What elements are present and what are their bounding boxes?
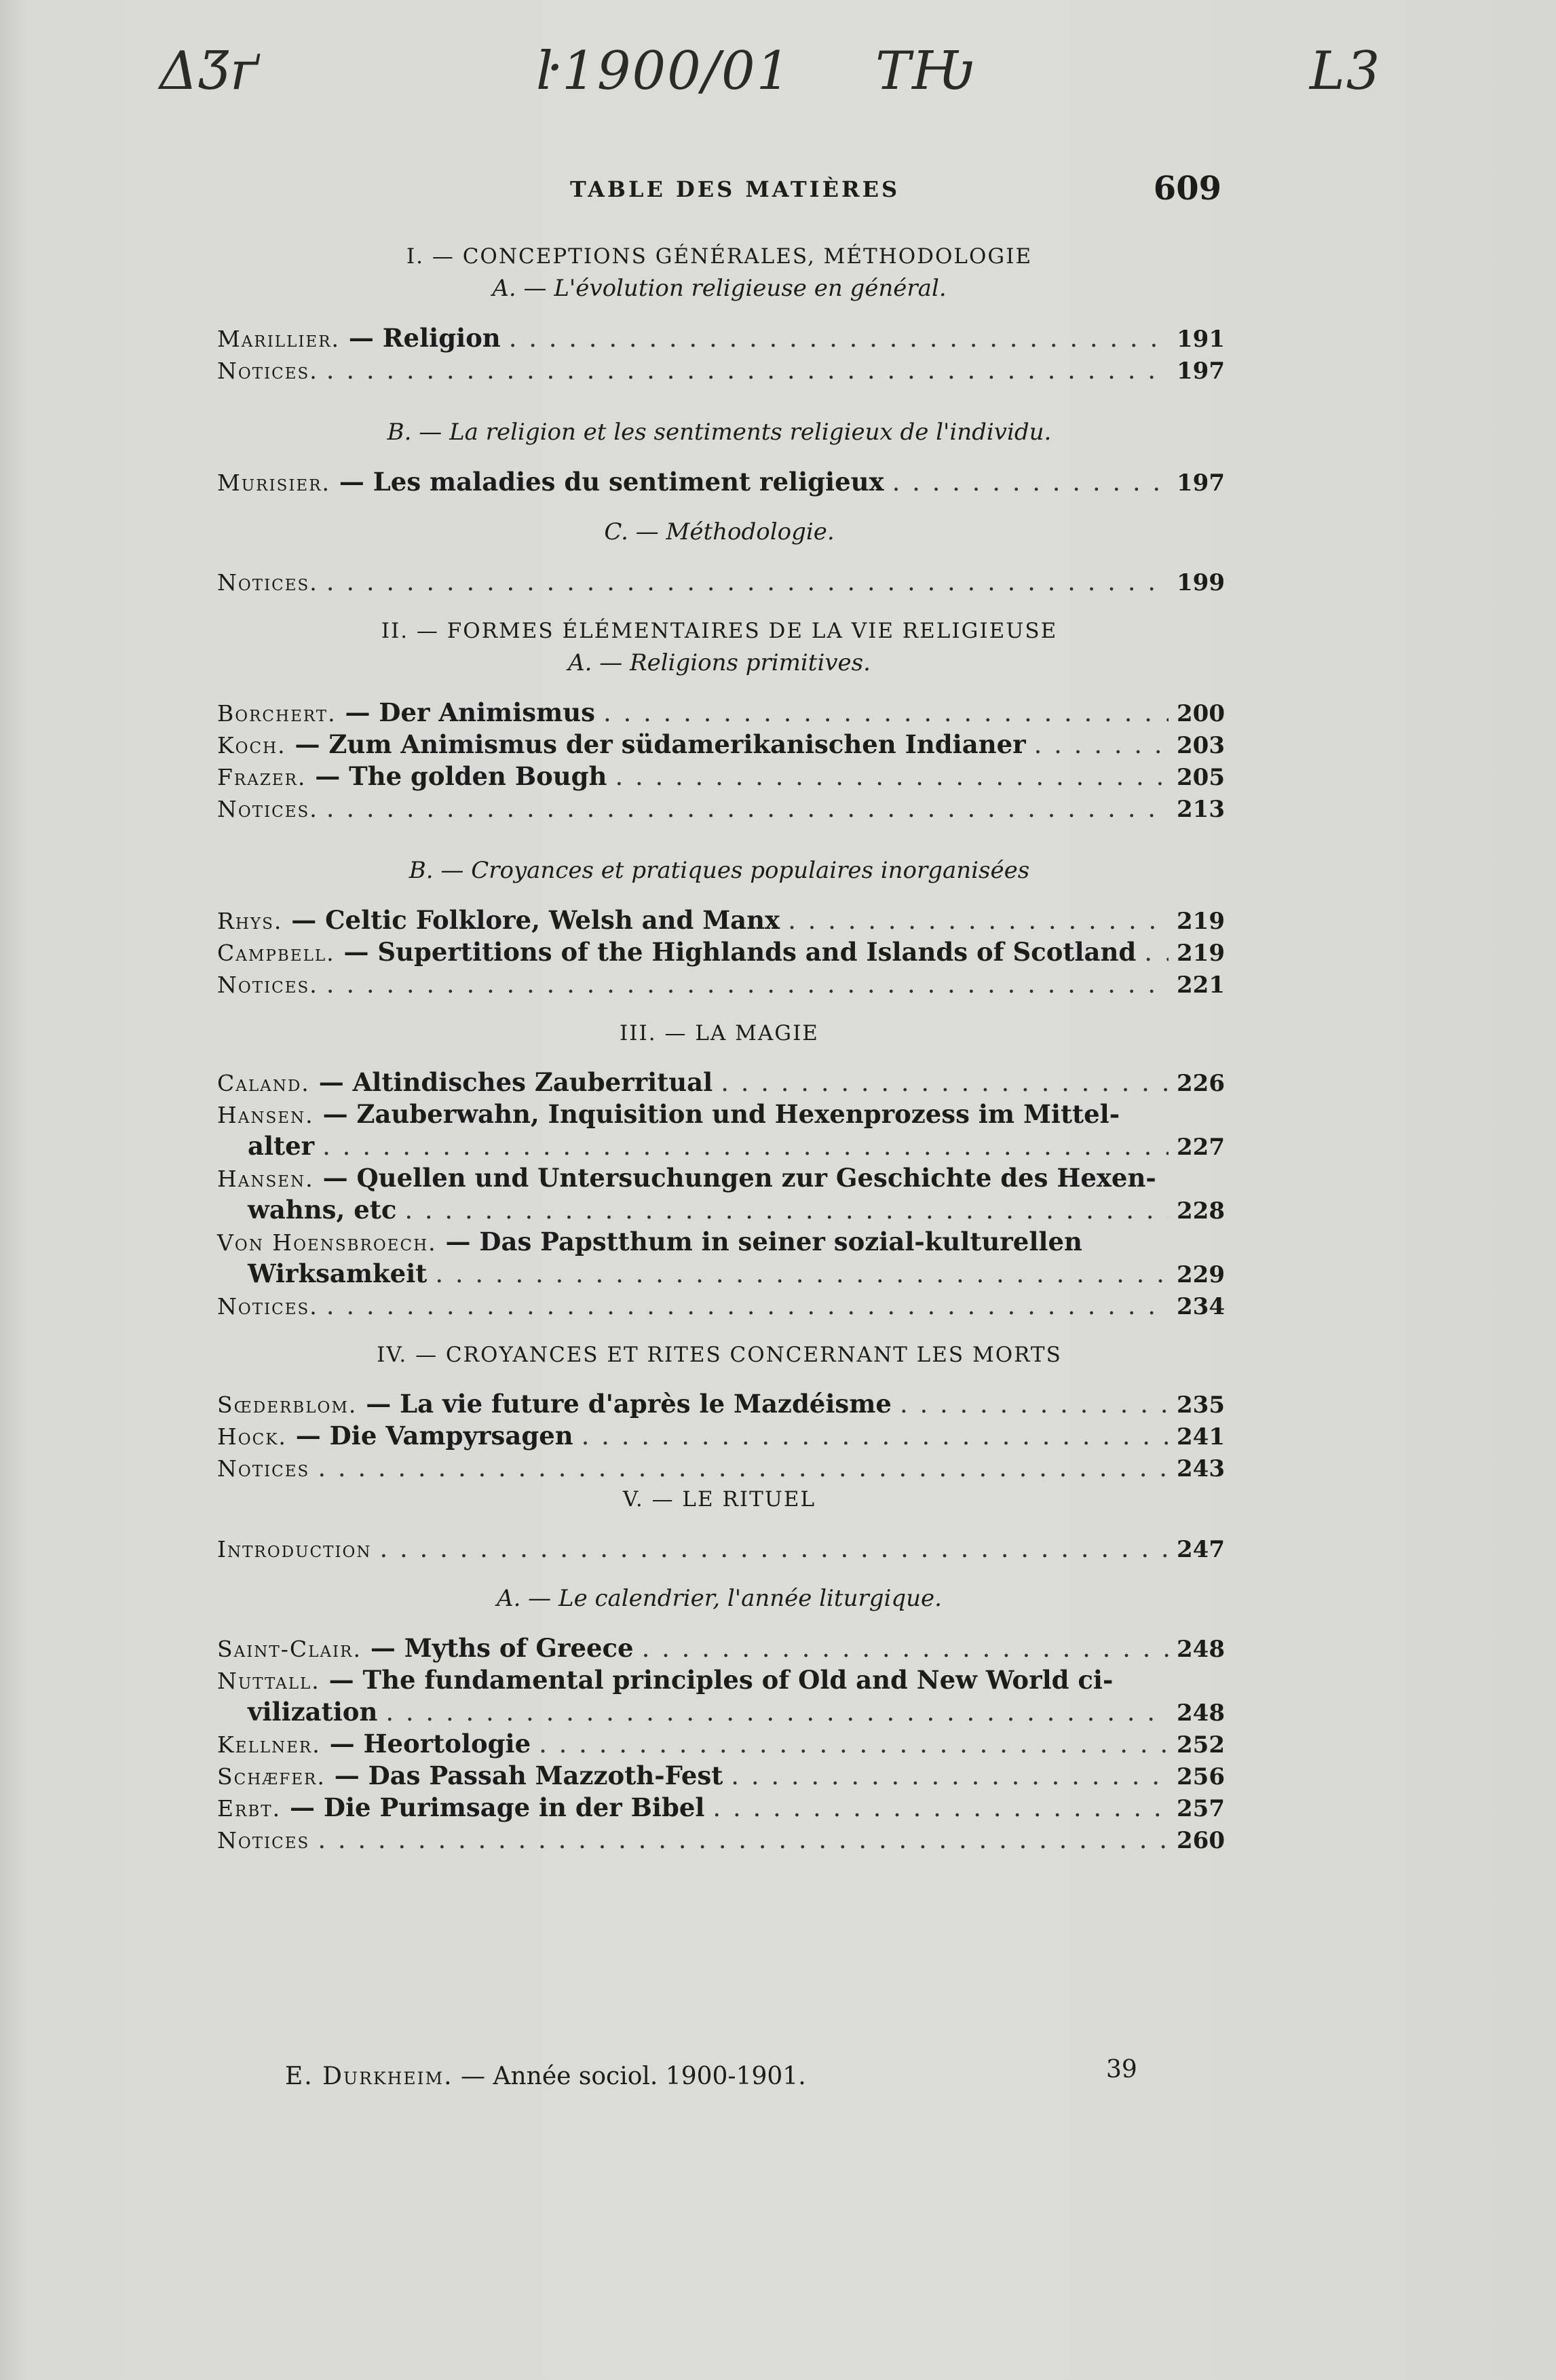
em-dash-separator: — — [281, 1792, 324, 1822]
entry-title: Religion — [382, 323, 501, 353]
entry-title: wahns, etc — [248, 1195, 397, 1225]
dot-leader — [435, 1258, 1169, 1290]
entry-author: Campbell. — [217, 940, 335, 966]
entry-author: Koch. — [217, 732, 286, 759]
entry-author: Hansen. — [217, 1166, 314, 1192]
toc-entry — [217, 1098, 1221, 1130]
toc-entry — [217, 322, 1225, 354]
entry-page-number: 213 — [1177, 796, 1225, 823]
toc-entry — [217, 1226, 1221, 1258]
em-dash-separator: — — [340, 323, 383, 353]
entry-page-number: 241 — [1177, 1423, 1225, 1451]
entry-author: Notices — [217, 1455, 310, 1482]
dot-leader — [721, 1067, 1169, 1098]
page-footer — [285, 2056, 1167, 2103]
spacer — [217, 305, 1221, 322]
dot-leader — [326, 792, 1169, 824]
entry-author: Caland. — [217, 1070, 310, 1096]
section-heading: I. — CONCEPTIONS GÉNÉRALES, MÉTHODOLOGIE — [406, 244, 1033, 269]
dot-leader — [713, 1792, 1169, 1824]
dot-leader — [326, 1290, 1169, 1322]
em-dash-separator: — — [336, 697, 379, 727]
handwritten-annotation: ŀ1900/01 — [536, 41, 792, 102]
subsection-heading: B. — La religion et les sentiments religieux de l'individu. — [387, 419, 1052, 446]
entry-title: Altindisches Zauberritual — [352, 1067, 713, 1097]
entry-title: vilization — [248, 1697, 378, 1727]
toc-entry — [217, 1824, 1225, 1856]
entry-author: Marillier. — [217, 326, 341, 352]
signature-mark: 39 — [1106, 2056, 1137, 2084]
footer-text: — Année sociol. 1900-1901. — [461, 2062, 806, 2090]
toc-entry-continuation — [217, 1194, 1225, 1226]
subsection-heading: A. — Religions primitives. — [568, 649, 871, 676]
entry-title: Supertitions of the Highlands and Islands of Scotland — [377, 937, 1137, 967]
section-heading: III. — LA MAGIE — [620, 1021, 819, 1045]
toc-entry — [217, 968, 1225, 1000]
em-dash-separator: — — [282, 905, 326, 935]
section-heading: IV. — CROYANCES ET RITES CONCERNANT LES MORTS — [377, 1343, 1062, 1367]
toc-entry-continuation — [217, 1696, 1225, 1728]
dot-leader — [318, 1824, 1169, 1856]
entry-title: Das Papstthum in seiner sozial-kulturellen — [479, 1227, 1082, 1256]
entry-page-number: 257 — [1177, 1795, 1225, 1822]
spacer — [217, 824, 1221, 854]
em-dash-separator: — — [309, 1067, 353, 1097]
entry-author: Frazer. — [217, 764, 307, 790]
em-dash-separator: — — [335, 937, 378, 967]
entry-page-number: 229 — [1177, 1261, 1225, 1288]
entry-page-number: 191 — [1177, 326, 1225, 353]
entry-page-number: 226 — [1177, 1070, 1225, 1097]
spacer — [217, 1515, 1221, 1533]
entry-page-number: 243 — [1177, 1455, 1225, 1482]
em-dash-separator: — — [286, 729, 329, 759]
entry-title: Celtic Folklore, Welsh and Manx — [325, 905, 780, 935]
entry-author: Sœderblom. — [217, 1391, 358, 1418]
toc-entry-continuation — [217, 1258, 1225, 1290]
em-dash-separator: — — [436, 1227, 480, 1256]
entry-page-number: 197 — [1177, 469, 1225, 497]
entry-page-number: 234 — [1177, 1293, 1225, 1320]
toc-entry — [217, 761, 1225, 792]
em-dash-separator: — — [320, 1665, 363, 1695]
spacer — [217, 1049, 1221, 1067]
toc-entry — [217, 1420, 1225, 1452]
em-dash-separator: — — [320, 1729, 364, 1759]
dot-leader — [603, 697, 1169, 729]
entry-title: The golden Bough — [349, 761, 607, 791]
spacer — [217, 598, 1221, 615]
dot-leader — [900, 1388, 1169, 1420]
toc-entry — [217, 729, 1225, 761]
entry-author: Erbt. — [217, 1795, 282, 1822]
dot-leader — [509, 322, 1169, 354]
dot-leader — [731, 1760, 1169, 1792]
entry-author: Schæfer. — [217, 1763, 326, 1790]
entry-author: Nuttall. — [217, 1668, 320, 1694]
dot-leader — [326, 968, 1169, 1000]
dot-leader — [380, 1533, 1169, 1565]
dot-leader — [1144, 936, 1169, 968]
dot-leader — [539, 1728, 1169, 1760]
subsection-heading: C. — Méthodologie. — [604, 518, 835, 545]
entry-title: Wirksamkeit — [248, 1259, 428, 1288]
entry-page-number: 260 — [1177, 1827, 1225, 1854]
entry-title: Quellen und Untersuchungen zur Geschichte des Hexen- — [356, 1163, 1156, 1193]
spacer — [217, 1615, 1221, 1632]
entry-author: Borchert. — [217, 700, 337, 727]
handwritten-annotation: L3 — [1310, 41, 1382, 102]
entry-title: Die Vampyrsagen — [329, 1421, 573, 1451]
toc-entry — [217, 1632, 1225, 1664]
entry-page-number: 247 — [1177, 1536, 1225, 1563]
em-dash-separator: — — [361, 1633, 404, 1663]
toc-entry — [217, 792, 1225, 824]
entry-page-number: 228 — [1177, 1197, 1225, 1225]
entry-author: Notices. — [217, 1293, 318, 1320]
entry-title: Myths of Greece — [404, 1633, 634, 1663]
spacer — [217, 1000, 1221, 1018]
toc-entry — [217, 904, 1225, 936]
page-number: 609 — [1153, 170, 1221, 208]
entry-author: Murisier. — [217, 469, 331, 496]
entry-page-number: 200 — [1177, 700, 1225, 727]
dot-leader — [385, 1696, 1169, 1728]
entry-author: Von Hoensbroech. — [217, 1229, 437, 1256]
entry-title: alter — [248, 1131, 315, 1161]
spacer — [217, 448, 1221, 466]
entry-author: Notices. — [217, 796, 318, 822]
dot-leader — [788, 904, 1169, 936]
entry-page-number: 248 — [1177, 1636, 1225, 1663]
dot-leader — [642, 1632, 1169, 1664]
dot-leader — [404, 1194, 1169, 1226]
dot-leader — [1034, 729, 1169, 761]
em-dash-separator: — — [314, 1163, 357, 1193]
entry-page-number: 197 — [1177, 358, 1225, 385]
em-dash-separator: — — [357, 1389, 400, 1419]
toc-entry — [217, 1792, 1225, 1824]
spacer — [217, 1565, 1221, 1582]
section-heading: II. — FORMES ÉLÉMENTAIRES DE LA VIE RELIGIEUSE — [381, 619, 1058, 643]
spacer — [217, 1322, 1221, 1339]
running-title: TABLE DES MATIÈRES — [570, 176, 900, 202]
footer-author: E. Durkheim. — [285, 2062, 453, 2090]
handwritten-annotation: TǶ — [875, 41, 975, 102]
entry-title: The fundamental principles of Old and New World ci- — [362, 1665, 1114, 1695]
entry-title: Les maladies du sentiment religieux — [373, 467, 884, 497]
subsection-heading: A. — Le calendrier, l'année liturgique. — [497, 1585, 942, 1612]
entry-page-number: 252 — [1177, 1731, 1225, 1759]
entry-page-number: 227 — [1177, 1134, 1225, 1161]
entry-title: La vie future d'après le Mazdéisme — [400, 1389, 892, 1419]
spacer — [217, 386, 1221, 416]
entry-page-number: 219 — [1177, 908, 1225, 935]
entry-page-number: 205 — [1177, 764, 1225, 791]
em-dash-separator: — — [325, 1761, 368, 1790]
entry-page-number: 235 — [1177, 1391, 1225, 1419]
entry-title: Zum Animismus der südamerikanischen Indianer — [328, 729, 1026, 759]
toc-entry — [217, 1760, 1225, 1792]
entry-title: Heortologie — [363, 1729, 531, 1759]
dot-leader — [892, 466, 1169, 498]
spacer — [217, 498, 1221, 516]
toc-entry — [217, 936, 1225, 968]
toc-entry — [217, 1452, 1225, 1484]
running-header — [217, 170, 1221, 210]
entry-page-number: 256 — [1177, 1763, 1225, 1790]
toc-entry — [217, 566, 1225, 598]
entry-page-number: 219 — [1177, 940, 1225, 967]
spacer — [217, 679, 1221, 697]
entry-author: Saint-Clair. — [217, 1636, 362, 1662]
dot-leader — [582, 1420, 1169, 1452]
handwritten-annotation: ΔӠґ — [159, 41, 260, 102]
entry-title: Zauberwahn, Inquisition und Hexenprozess im Mittel- — [356, 1099, 1120, 1129]
entry-title: Das Passah Mazzoth-Fest — [368, 1761, 723, 1790]
spacer — [217, 548, 1221, 566]
entry-author: Notices. — [217, 358, 318, 384]
toc-entry — [217, 354, 1225, 386]
entry-page-number: 203 — [1177, 732, 1225, 759]
entry-author: Rhys. — [217, 908, 283, 934]
entry-author: Notices — [217, 1827, 310, 1854]
entry-page-number: 248 — [1177, 1700, 1225, 1727]
spacer — [217, 887, 1221, 904]
em-dash-separator: — — [286, 1421, 330, 1451]
toc-entry — [217, 1388, 1225, 1420]
entry-author: Notices. — [217, 972, 318, 998]
table-of-contents — [217, 241, 1225, 1856]
em-dash-separator: — — [330, 467, 373, 497]
dot-leader — [326, 566, 1169, 598]
subsection-heading: A. — L'évolution religieuse en général. — [492, 275, 947, 302]
toc-entry — [217, 1533, 1225, 1565]
section-heading: V. — LE RITUEL — [622, 1487, 816, 1512]
em-dash-separator: — — [314, 1099, 357, 1129]
entry-author: Introduction — [217, 1536, 372, 1562]
dot-leader — [326, 354, 1169, 386]
entry-author: Notices. — [217, 569, 318, 596]
dot-leader — [615, 761, 1169, 792]
entry-page-number: 199 — [1177, 569, 1225, 596]
subsection-heading: B. — Croyances et pratiques populaires inorganisées — [409, 857, 1030, 884]
toc-entry — [217, 1290, 1225, 1322]
toc-entry — [217, 1067, 1225, 1098]
em-dash-separator: — — [306, 761, 349, 791]
toc-entry — [217, 1728, 1225, 1760]
entry-title: Der Animismus — [379, 697, 595, 727]
toc-entry — [217, 466, 1225, 498]
entry-page-number: 221 — [1177, 972, 1225, 999]
toc-entry-continuation — [217, 1130, 1225, 1162]
toc-entry — [217, 1162, 1221, 1194]
dot-leader — [318, 1452, 1169, 1484]
toc-entry — [217, 697, 1225, 729]
dot-leader — [322, 1130, 1169, 1162]
entry-author: Hock. — [217, 1423, 287, 1450]
entry-author: Hansen. — [217, 1102, 314, 1128]
entry-author: Kellner. — [217, 1731, 321, 1758]
toc-entry — [217, 1664, 1221, 1696]
entry-title: Die Purimsage in der Bibel — [323, 1792, 705, 1822]
spacer — [217, 1370, 1221, 1388]
